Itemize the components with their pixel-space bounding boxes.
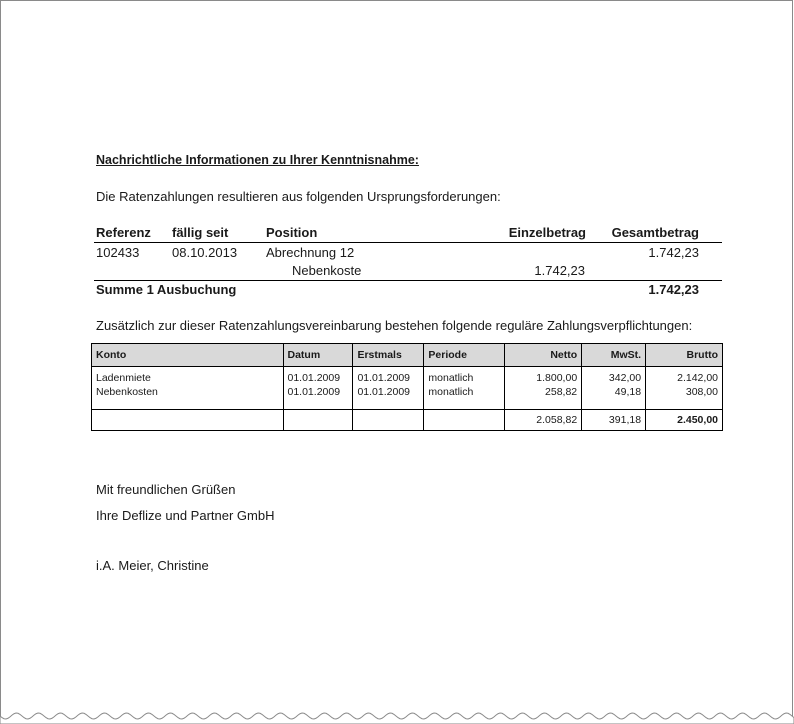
torn-page-edge	[0, 710, 794, 724]
schedule-total-empty	[424, 410, 505, 431]
schedule-datum: 01.01.2009	[287, 372, 341, 384]
schedule-total-brutto: 2.450,00	[646, 410, 723, 431]
sum-label: Summe 1 Ausbuchung	[96, 282, 237, 297]
schedule-datum: 01.01.2009	[287, 386, 341, 398]
schedule-header-erstmals: Erstmals	[353, 344, 424, 367]
schedule-total-netto: 2.058,82	[505, 410, 582, 431]
schedule-netto-cell	[505, 367, 582, 410]
schedule-erstmals: 01.01.2009	[357, 372, 411, 384]
schedule-body-row	[92, 367, 723, 410]
schedule-konto: Ladenmiete	[96, 372, 151, 384]
schedule-total-empty	[283, 410, 353, 431]
schedule-header-datum: Datum	[283, 344, 353, 367]
closing-greeting: Mit freundlichen Grüßen	[96, 482, 236, 497]
schedule-brutto: 308,00	[685, 386, 718, 398]
col-header-einzelbetrag: Einzelbetrag	[508, 225, 586, 240]
section-heading: Nachrichtliche Informationen zu Ihrer Kenntnisnahme:	[96, 153, 419, 167]
schedule-header-netto: Netto	[505, 344, 582, 367]
schedule-mwst: 342,00	[608, 372, 642, 384]
schedule-header-brutto: Brutto	[646, 344, 723, 367]
payment-schedule-table	[91, 343, 723, 431]
schedule-mwst: 49,18	[614, 386, 642, 398]
intro-text: Die Ratenzahlungen resultieren aus folgenden Ursprungsforderungen:	[96, 189, 501, 204]
obligations-note: Zusätzlich zur dieser Ratenzahlungsvereinbarung bestehen folgende reguläre Zahlungsverpflichtungen:	[96, 318, 693, 333]
col-header-faellig: fällig seit	[172, 225, 229, 240]
schedule-netto: 1.800,00	[536, 372, 578, 384]
schedule-erstmals: 01.01.2009	[357, 386, 411, 398]
schedule-periode: monatlich	[428, 386, 474, 398]
col-header-gesamtbetrag: Gesamtbetrag	[611, 225, 699, 240]
schedule-brutto: 2.142,00	[677, 372, 718, 384]
schedule-header-mwst: MwSt.	[582, 344, 646, 367]
schedule-header-periode: Periode	[424, 344, 505, 367]
col-header-position: Position	[266, 225, 318, 240]
sum-rule	[94, 280, 722, 281]
schedule-total-empty	[92, 410, 284, 431]
schedule-datum-cell	[283, 367, 353, 410]
schedule-konto-cell	[92, 367, 284, 410]
header-rule	[94, 242, 722, 243]
schedule-total-mwst: 391,18	[582, 410, 646, 431]
sum-gesamtbetrag: 1.742,23	[648, 282, 699, 297]
schedule-brutto-cell	[646, 367, 723, 410]
schedule-erstmals-cell	[353, 367, 424, 410]
schedule-konto: Nebenkosten	[96, 386, 158, 398]
claim-faellig: 08.10.2013	[172, 245, 238, 260]
claim-referenz: 102433	[96, 245, 140, 260]
schedule-header-row	[92, 344, 723, 367]
claim-gesamtbetrag: 1.742,23	[648, 245, 699, 260]
schedule-mwst-cell	[582, 367, 646, 410]
claim-einzelbetrag: 1.742,23	[534, 263, 585, 278]
closing-signature: i.A. Meier, Christine	[96, 558, 209, 573]
closing-company: Ihre Deflize und Partner GmbH	[96, 508, 275, 523]
schedule-total-row	[92, 410, 723, 431]
schedule-periode-cell	[424, 367, 505, 410]
schedule-periode: monatlich	[428, 372, 474, 384]
schedule-header-konto: Konto	[92, 344, 284, 367]
schedule-total-empty	[353, 410, 424, 431]
claim-subposition: Nebenkoste	[292, 263, 362, 278]
claim-position: Abrechnung 12	[266, 245, 355, 260]
schedule-netto: 258,82	[545, 386, 578, 398]
col-header-referenz: Referenz	[96, 225, 151, 240]
